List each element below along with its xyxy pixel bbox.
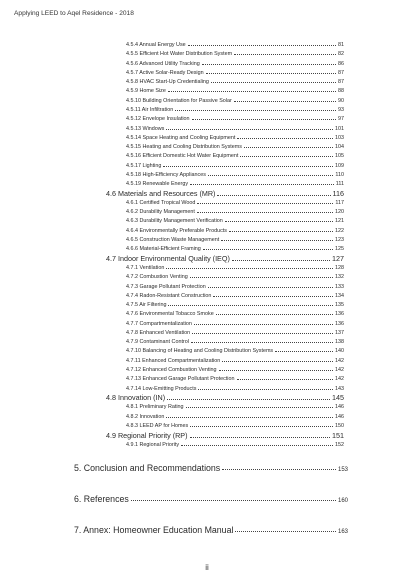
toc-entry[interactable] (126, 96, 344, 104)
toc-entry-title: 4.7.11 Enhanced Compartmentalization (126, 357, 221, 364)
toc-entry-page: 132 (335, 274, 344, 281)
toc-entry-page: 137 (335, 329, 344, 336)
dot-leader (234, 54, 336, 55)
dot-leader (194, 324, 333, 325)
toc-entry-title: 4.6.2 Durability Management (126, 209, 195, 216)
toc-entry-title: 4.8 Innovation (IN) (106, 393, 166, 403)
dot-leader (244, 147, 333, 148)
toc-entry[interactable] (126, 384, 344, 392)
dot-leader (221, 240, 333, 241)
toc-entry-title: 4.7.13 Enhanced Garage Pollutant Protection (126, 376, 235, 383)
toc-entry[interactable] (106, 392, 344, 402)
dot-leader (131, 500, 336, 501)
toc-entry-page: 128 (335, 264, 344, 271)
toc-entry[interactable] (106, 430, 344, 440)
toc-entry-title: 4.7.9 Contaminant Control (126, 339, 189, 346)
running-header: Applying LEED to Aqel Residence - 2018 (14, 10, 134, 17)
dot-leader (192, 333, 333, 334)
toc-entry-page: 104 (335, 144, 344, 151)
toc-entry[interactable] (126, 40, 344, 48)
toc-entry[interactable] (126, 356, 344, 364)
toc-entry[interactable] (126, 207, 344, 215)
toc-entry[interactable] (126, 440, 344, 448)
toc-entry-page: 160 (337, 497, 348, 504)
dot-leader (175, 110, 336, 111)
dot-leader (168, 91, 336, 92)
dot-leader (208, 287, 333, 288)
toc-entry[interactable] (126, 365, 344, 373)
toc-entry[interactable] (106, 253, 344, 263)
toc-entry-page: 134 (335, 292, 344, 299)
dot-leader (190, 184, 334, 185)
toc-entry-title: 4.5.13 Windows (126, 125, 165, 132)
toc-entry-page: 86 (338, 60, 344, 67)
toc-entry[interactable] (126, 179, 344, 187)
dot-leader (166, 268, 333, 269)
dot-leader (168, 305, 333, 306)
toc-entry-title: 4.8.2 Innovation (126, 413, 165, 420)
toc-entry-page: 142 (335, 367, 344, 374)
toc-entry-title: 4.6.3 Durability Management Verification (126, 218, 223, 225)
toc-entry-title: 4.9 Regional Priority (RP) (106, 430, 188, 440)
toc-entry-title: 4.6.1 Certified Tropical Wood (126, 199, 196, 206)
toc-entry[interactable] (126, 402, 344, 410)
toc-entry[interactable] (126, 226, 344, 234)
toc-entry-page: 136 (335, 311, 344, 318)
dot-leader (166, 129, 333, 130)
toc-entry-page: 152 (335, 441, 344, 448)
toc-entry-title: 4.5.17 Lighting (126, 162, 162, 169)
toc-entry[interactable] (126, 133, 344, 141)
toc-entry-page: 145 (332, 393, 344, 403)
toc-entry-title: 4.5.12 Envelope Insulation (126, 116, 190, 123)
toc-entry[interactable] (74, 492, 348, 504)
toc-entry-title: 7. Annex: Homeowner Education Manual (74, 524, 234, 535)
dot-leader (222, 469, 336, 470)
toc-entry-page: 125 (335, 246, 344, 253)
toc-entry-title: 4.5.4 Annual Energy Use (126, 42, 186, 48)
dot-leader (186, 407, 333, 408)
toc-entry-page: 97 (338, 116, 344, 123)
toc-entry-page: 136 (335, 320, 344, 327)
toc-entry-page: 101 (335, 125, 344, 132)
toc-entry[interactable] (126, 309, 344, 317)
toc-entry[interactable] (126, 421, 344, 429)
dot-leader (167, 399, 330, 400)
dot-leader (229, 231, 333, 232)
toc-entry-page: 111 (335, 181, 344, 188)
toc-entry[interactable] (126, 161, 344, 169)
toc-entry[interactable] (74, 461, 348, 473)
toc-entry-title: 4.7.14 Low-Emitting Products (126, 385, 197, 392)
toc-entry[interactable] (126, 374, 344, 382)
toc-entry[interactable] (126, 272, 344, 280)
toc-entry[interactable] (106, 188, 344, 198)
toc-entry[interactable] (126, 68, 344, 76)
toc-entry-page: 142 (335, 357, 344, 364)
toc-entry-page: 121 (335, 218, 344, 225)
toc-entry-title: 4.7.12 Enhanced Combustion Venting (126, 367, 217, 374)
toc-entry-page: 142 (335, 376, 344, 383)
dot-leader (197, 203, 333, 204)
toc-entry-page: 150 (335, 422, 344, 429)
toc-entry-page: 110 (335, 171, 344, 178)
toc-entry-title: 4.6.6 Material-Efficient Framing (126, 246, 201, 253)
toc-entry[interactable] (126, 346, 344, 354)
toc-entry-page: 151 (332, 430, 344, 440)
toc-entry-title: 4.5.16 Efficient Domestic Hot Water Equipment (126, 153, 239, 160)
dot-leader (166, 417, 333, 418)
toc-entry-title: 4.5.19 Renewable Energy (126, 181, 189, 188)
dot-leader (222, 361, 333, 362)
toc-entry-title: 4.7.10 Balancing of Heating and Cooling Distribution Systems (126, 348, 274, 355)
dot-leader (219, 370, 333, 371)
toc-entry[interactable] (126, 114, 344, 122)
dot-leader (232, 260, 330, 261)
toc-entry[interactable] (126, 244, 344, 252)
toc-entry-title: 4.5.8 HVAC Start-Up Credentialing (126, 79, 209, 86)
toc-entry-title: 4.5.10 Building Orientation for Passive Solar (126, 97, 232, 104)
dot-leader (235, 531, 336, 532)
toc-entry[interactable] (126, 300, 344, 308)
dot-leader (190, 426, 333, 427)
dot-leader (225, 221, 333, 222)
toc-entry-page: 87 (338, 69, 344, 76)
dot-leader (191, 342, 333, 343)
dot-leader (190, 437, 331, 438)
toc-entry[interactable] (126, 198, 344, 206)
toc-entry-page: 87 (338, 79, 344, 86)
toc-entry-page: 88 (338, 88, 344, 95)
toc-entry-title: 4.5.11 Air Infiltration (126, 106, 174, 113)
toc-entry-page: 105 (335, 153, 344, 160)
dot-leader (234, 101, 336, 102)
toc-entry[interactable] (126, 235, 344, 243)
toc-entry[interactable] (126, 142, 344, 150)
dot-leader (190, 277, 333, 278)
dot-leader (208, 175, 333, 176)
dot-leader (163, 166, 333, 167)
toc-entry-title: 4.5.15 Heating and Cooling Distribution Systems (126, 144, 242, 151)
dot-leader (202, 64, 336, 65)
toc-entry[interactable] (74, 523, 348, 535)
dot-leader (217, 195, 330, 196)
toc-entry[interactable] (126, 151, 344, 159)
toc-entry-title: 4.6 Materials and Resources (MR) (106, 188, 216, 198)
dot-leader (213, 296, 333, 297)
toc-entry-page: 146 (335, 404, 344, 411)
toc-entry-title: 4.8.1 Preliminary Rating (126, 404, 184, 411)
toc-entry-page: 122 (335, 227, 344, 234)
toc-entry-title: 4.5.5 Efficient Hot Water Distribution System (126, 51, 233, 58)
toc-entry[interactable] (126, 328, 344, 336)
toc-entry[interactable] (126, 86, 344, 94)
toc-entry-page: 163 (337, 528, 348, 535)
toc-entry-page: 116 (332, 188, 344, 198)
toc-entry-title: 4.7.4 Radon-Resistant Construction (126, 292, 212, 299)
toc-entry-page: 135 (335, 302, 344, 309)
toc-entry-title: 4.5.9 Home Size (126, 88, 166, 95)
dot-leader (206, 73, 336, 74)
toc-entry-page: 103 (335, 134, 344, 141)
toc-entry-page: 117 (335, 199, 344, 206)
toc-entry-title: 4.7.8 Enhanced Ventilation (126, 329, 191, 336)
toc-entry[interactable] (126, 124, 344, 132)
dot-leader (211, 82, 336, 83)
toc-entry[interactable] (126, 49, 344, 57)
toc-entry-title: 4.5.14 Space Heating and Cooling Equipment (126, 134, 236, 141)
toc-entry-page: 81 (338, 42, 344, 48)
dot-leader (216, 314, 333, 315)
toc-entry[interactable] (126, 59, 344, 67)
toc-entry-title: 4.7.6 Environmental Tobacco Smoke (126, 311, 214, 318)
toc-entry-title: 4.5.6 Advanced Utility Tracking (126, 60, 200, 67)
dot-leader (197, 212, 333, 213)
toc-entry-title: 6. References (74, 493, 129, 504)
toc-entry-page: 90 (338, 97, 344, 104)
dot-leader (203, 249, 333, 250)
toc-entry-title: 4.5.7 Active Solar-Ready Design (126, 69, 204, 76)
toc-entry-page: 109 (335, 162, 344, 169)
dot-leader (181, 445, 333, 446)
toc-entry-title: 4.7 Indoor Environmental Quality (IEQ) (106, 254, 230, 264)
toc-entry-page: 140 (335, 348, 344, 355)
toc-entry-page: 93 (338, 106, 344, 113)
toc-entry-page: 133 (335, 283, 344, 290)
dot-leader (237, 379, 334, 380)
toc-entry-page: 82 (338, 51, 344, 58)
dot-leader (240, 156, 333, 157)
toc-entry[interactable] (126, 319, 344, 327)
page-number: ii (205, 563, 209, 572)
toc-entry-page: 127 (332, 254, 344, 264)
toc-entry-page: 153 (337, 466, 348, 473)
toc-entry[interactable] (126, 105, 344, 113)
toc-entry-title: 4.7.5 Air Filtering (126, 302, 167, 309)
toc-entry-page: 146 (335, 413, 344, 420)
dot-leader (192, 119, 336, 120)
toc-entry-title: 4.7.1 Ventilation (126, 264, 165, 271)
dot-leader (275, 351, 333, 352)
toc-entry-title: 4.7.3 Garage Pollutant Protection (126, 283, 206, 290)
toc-entry-title: 4.6.4 Environmentally Preferable Products (126, 227, 227, 234)
dot-leader (188, 45, 336, 46)
toc-entry[interactable] (126, 291, 344, 299)
dot-leader (237, 138, 333, 139)
toc-entry-title: 4.9.1 Regional Priority (126, 441, 180, 448)
toc-entry-title: 4.7.2 Combustion Venting (126, 274, 188, 281)
toc-entry[interactable] (126, 263, 344, 271)
toc-entry-title: 4.5.18 High-Efficiency Appliances (126, 171, 206, 178)
toc-entry-page: 143 (335, 385, 344, 392)
toc-entry[interactable] (126, 412, 344, 420)
toc-entry-title: 4.8.3 LEED AP for Homes (126, 422, 189, 429)
toc-entry[interactable] (126, 337, 344, 345)
dot-leader (198, 389, 333, 390)
toc-entry-title: 5. Conclusion and Recommendations (74, 462, 221, 473)
toc-entry-title: 4.6.5 Construction Waste Management (126, 237, 220, 243)
toc-entry[interactable] (126, 216, 344, 224)
toc-entry-title: 4.7.7 Compartmentalization (126, 320, 192, 327)
toc-entry-page: 123 (335, 237, 344, 243)
toc-entry-page: 120 (335, 209, 344, 216)
toc-entry[interactable] (126, 170, 344, 178)
toc-entry-page: 138 (335, 339, 344, 346)
toc-entry[interactable] (126, 282, 344, 290)
toc-entry[interactable] (126, 77, 344, 85)
